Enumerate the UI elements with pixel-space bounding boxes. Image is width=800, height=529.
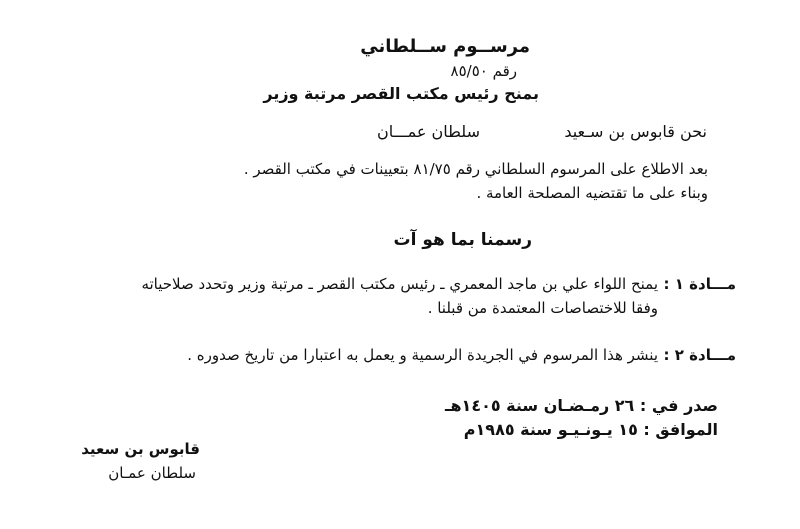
- document-title: مرســوم ســلطاني: [360, 36, 530, 57]
- issuer-name: نحن قابوس بن سـعيد: [564, 122, 707, 141]
- article-text: يمنح اللواء علي بن ماجد المعمري ـ رئيس مكتب القصر ـ مرتبة وزير وتحدد صلاحياته: [141, 275, 658, 293]
- decree-number: رقم ٨٥/٥٠: [450, 62, 517, 80]
- signature-name: قابوس بن سعيد: [81, 440, 200, 458]
- issuer-title: سلطان عمـــان: [376, 122, 480, 141]
- recital-line: وبناء على ما تقتضيه المصلحة العامة .: [476, 184, 708, 202]
- article-label: مـــادة ٢ :: [663, 346, 736, 364]
- decree-subject: بمنح رئيس مكتب القصر مرتبة وزير: [263, 84, 539, 103]
- issue-date-gregorian: الموافق : ١٥ يـونـيـو سنة ١٩٨٥م: [463, 420, 718, 439]
- article-text: وفقا للاختصاصات المعتمدة من قبلنا .: [427, 299, 658, 317]
- article-label: مـــادة ١ :: [663, 275, 736, 293]
- article-text: ينشر هذا المرسوم في الجريدة الرسمية و يعمل به اعتبارا من تاريخ صدوره .: [187, 346, 658, 364]
- recital-line: بعد الاطلاع على المرسوم السلطاني رقم ٨١/٧٥ بتعيينات في مكتب القصر .: [243, 160, 708, 178]
- decree-heading: رسمنا بما هو آت: [393, 230, 532, 250]
- signature-title: سلطان عمـان: [108, 464, 196, 482]
- issue-date-hijri: صدر في : ٢٦ رمـضـان سنة ١٤٠٥هـ: [444, 396, 718, 415]
